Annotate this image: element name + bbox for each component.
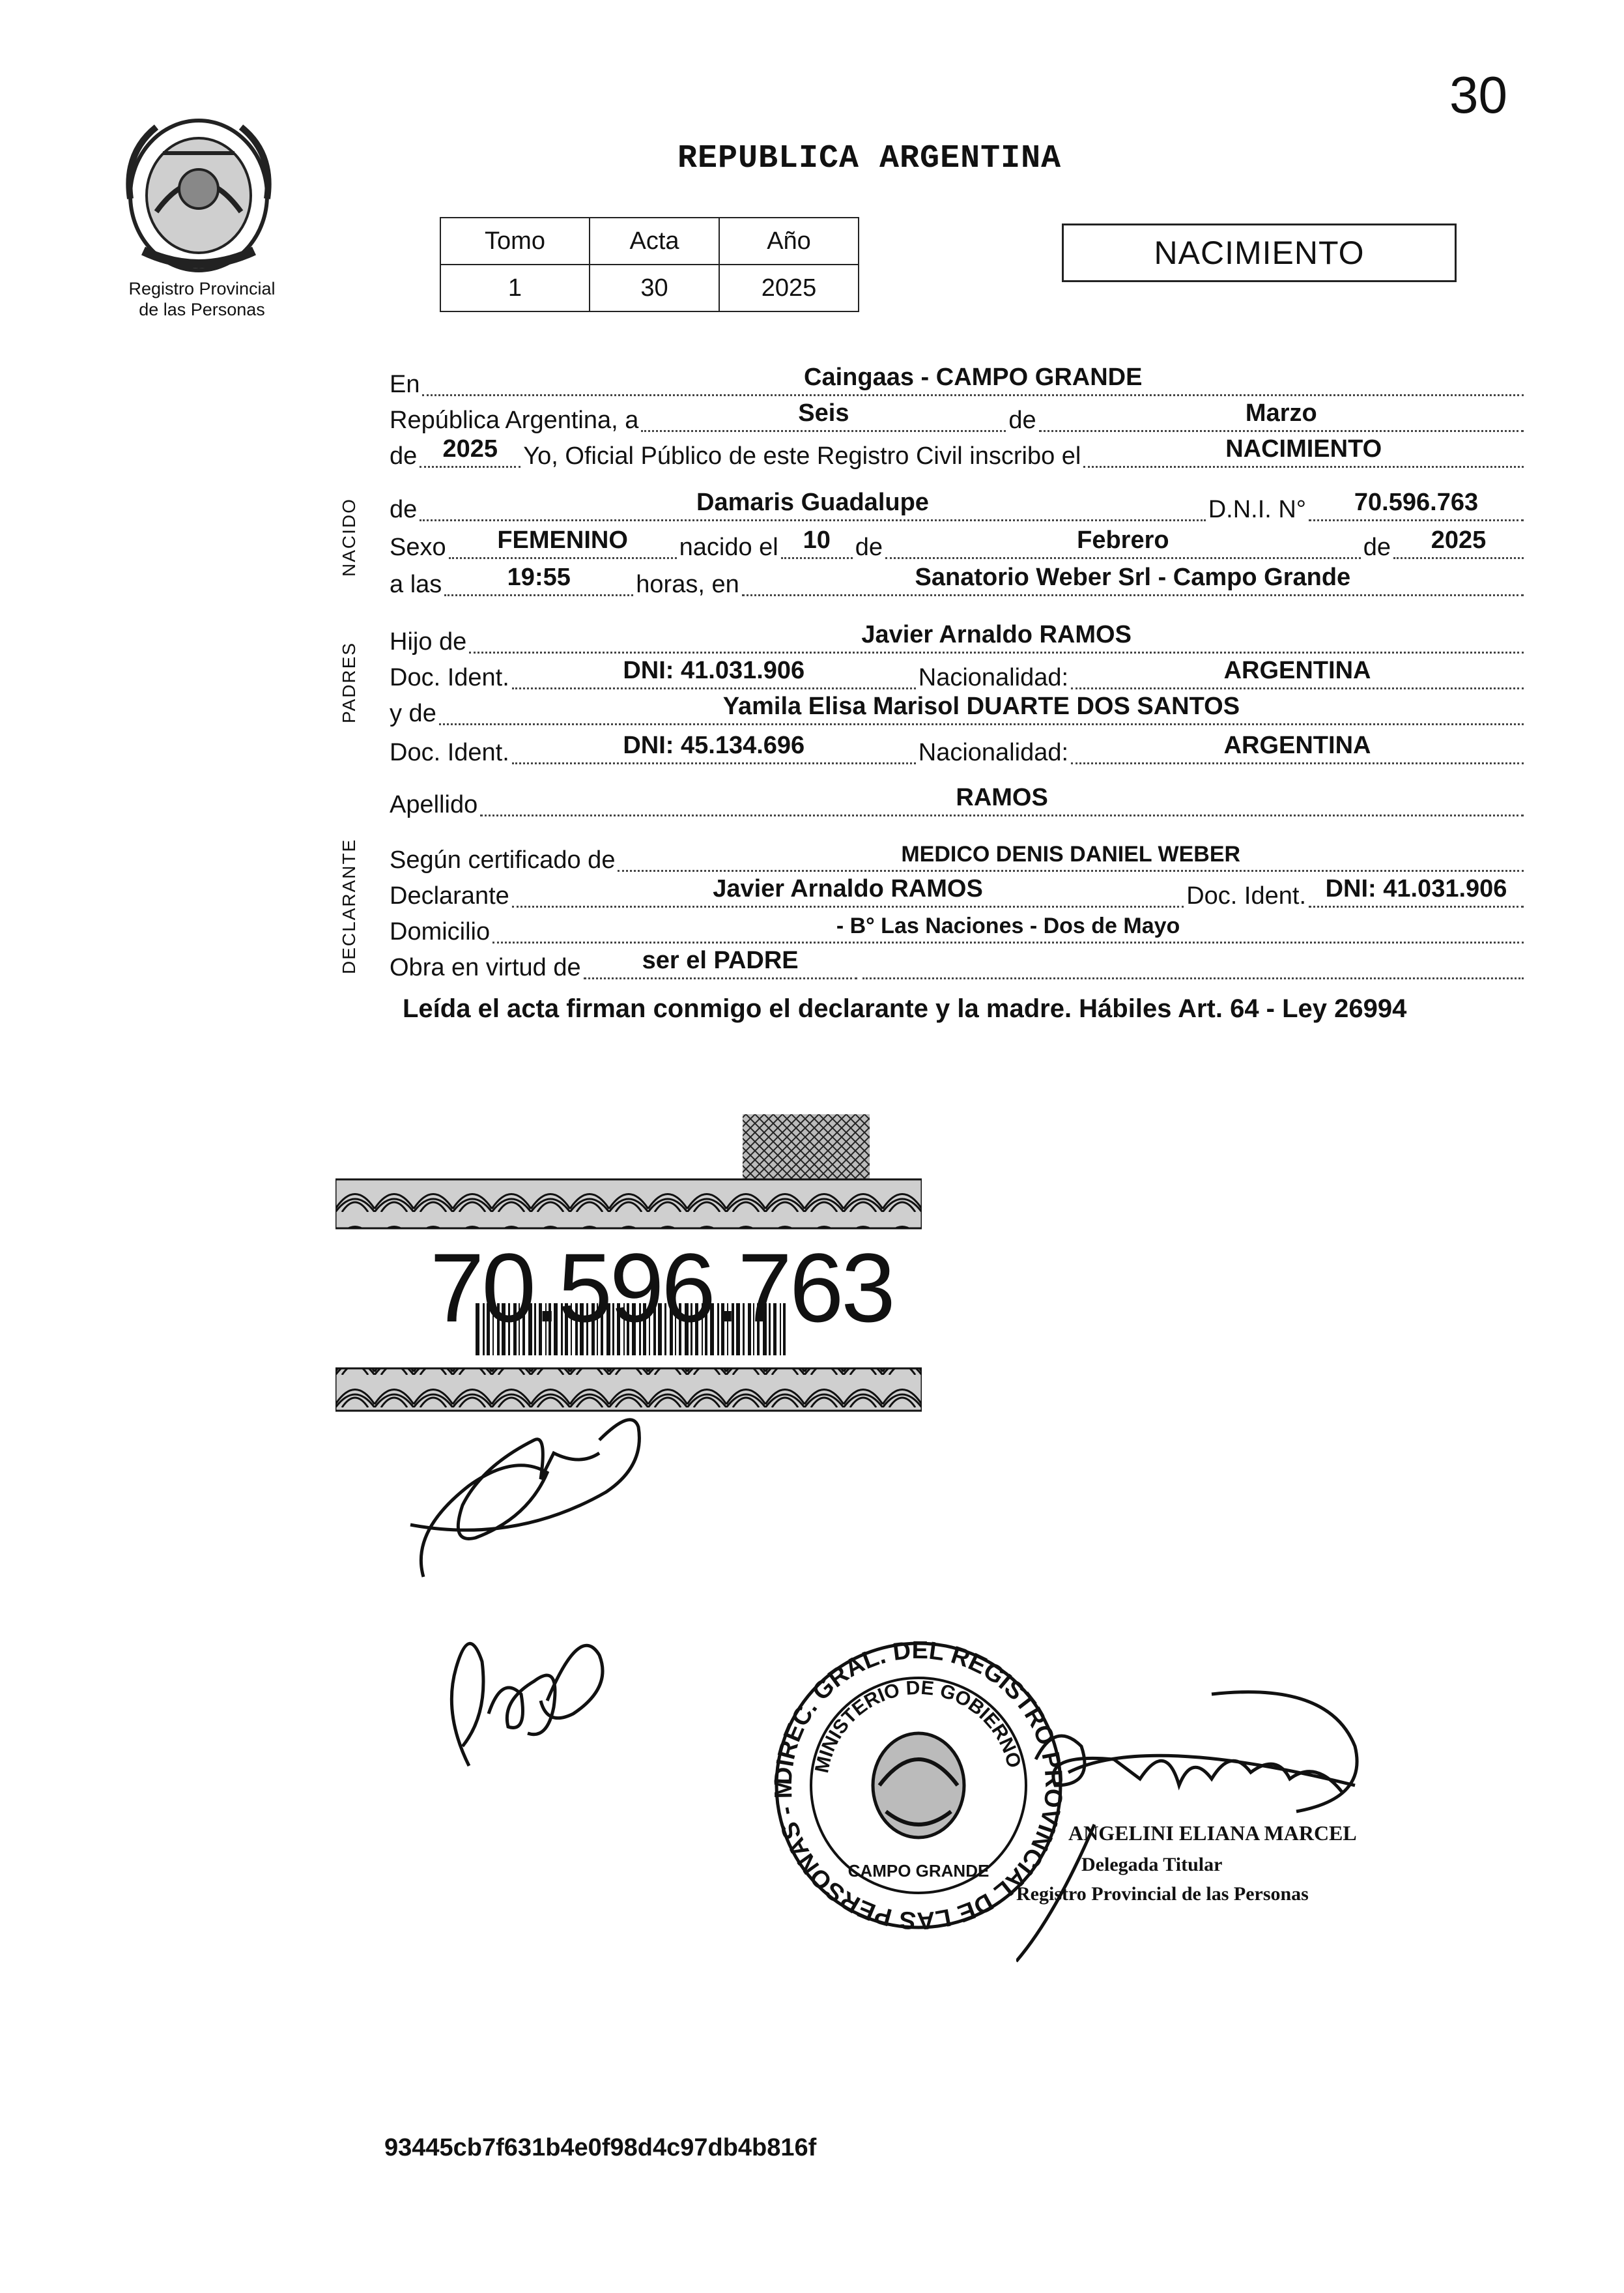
mother-signature [417,1583,625,1779]
value-name: Damaris Guadalupe [696,489,929,516]
section-label-nacido: NACIDO [339,498,359,577]
guilloche-band-bottom [335,1368,922,1411]
value-tomo: 1 [440,265,590,311]
value-inscribed: NACIMIENTO [1225,435,1382,463]
line-hora [390,565,1526,600]
registry-caption-line1: Registro Provincial [128,279,276,298]
label-de-4: de [855,534,883,561]
value-year: 2025 [442,435,498,463]
label-en: En [390,371,420,398]
label-nacionalidad: Nacionalidad: [918,664,1069,691]
line-oficial [390,437,1526,472]
line-apellido [390,785,1526,820]
value-sexo: FEMENINO [497,526,628,554]
official-office: Registro Provincial de las Personas [1016,1883,1309,1905]
value-birth-day: 10 [803,526,831,554]
label-doc-ident-3: Doc. Ident. [1186,882,1306,910]
label-yde: y de [390,700,436,727]
document-hash: 93445cb7f631b4e0f98d4c97db4b816f [384,2134,817,2161]
label-dni: D.N.I. N° [1208,496,1306,523]
label-segun: Según certificado de [390,846,616,874]
official-name: ANGELINI ELIANA MARCEL [1068,1821,1357,1845]
header-anio: Año [719,218,859,265]
value-mother-doc: DNI: 45.134.696 [623,732,805,759]
label-de-2: de [390,442,418,470]
label-declarante: Declarante [390,882,509,910]
sticker-number: 70.596.763 [430,1233,893,1342]
label-sexo: Sexo [390,534,446,561]
value-birth-place: Sanatorio Weber Srl - Campo Grande [915,564,1351,591]
line-obra [390,948,1526,983]
section-label-declarante: DECLARANTE [339,838,359,974]
label-nacido: nacido el [679,534,778,561]
value-father-doc: DNI: 41.031.906 [623,657,805,684]
value-certificate: MEDICO DENIS DANIEL WEBER [901,842,1241,867]
declarant-signature [384,1414,658,1596]
seal-outer-text: DIREC. GRAL. DEL REGISTRO PROVINCIAL DE LAS PERSONAS - M [769,1636,1068,1935]
closing-statement: Leída el acta firman conmigo el declarante y la madre. Hábiles Art. 64 - Ley 26994 [403,994,1407,1023]
value-acta: 30 [590,265,719,311]
value-day: Seis [798,399,849,427]
value-father-nat: ARGENTINA [1223,657,1371,684]
value-declarant-doc: DNI: 41.031.906 [1325,875,1507,902]
value-address: - B° Las Naciones - Dos de Mayo [836,914,1180,938]
label-de-5: de [1363,534,1391,561]
value-by-virtue: ser el PADRE [642,947,799,974]
label-oficial: Yo, Oficial Público de este Registro Civil inscribo el [523,442,1081,470]
value-declarant: Javier Arnaldo RAMOS [713,875,983,902]
label-de-3: de [390,496,418,523]
label-nacionalidad-2: Nacionalidad: [918,739,1069,766]
value-father: Javier Arnaldo RAMOS [861,621,1132,648]
registry-caption-line2: de las Personas [139,300,265,319]
value-mother: Yamila Elisa Marisol DUARTE DOS SANTOS [722,693,1240,720]
value-mother-nat: ARGENTINA [1223,732,1371,759]
document-title: REPUBLICA ARGENTINA [677,140,1062,177]
section-label-padres: PADRES [339,641,359,723]
label-republica: República Argentina, a [390,407,639,434]
value-birth-time: 19:55 [507,564,571,591]
header-tomo: Tomo [440,218,590,265]
header-acta: Acta [590,218,719,265]
label-domicilio: Domicilio [390,918,491,945]
registry-caption [98,278,306,320]
value-month: Marzo [1245,399,1317,427]
value-birth-month: Febrero [1077,526,1169,554]
label-horas: horas, en [636,571,739,598]
value-birth-year: 2025 [1431,526,1487,554]
value-anio: 2025 [719,265,859,311]
seal-bottom-text: CAMPO GRANDE [848,1861,990,1881]
record-table [440,217,859,312]
value-place: Caingaas - CAMPO GRANDE [804,364,1143,391]
official-role: Delegada Titular [1081,1854,1223,1875]
label-doc-ident: Doc. Ident. [390,664,509,691]
province-coat-of-arms-logo [117,114,280,283]
value-surname: RAMOS [956,784,1048,811]
guilloche-band-top [335,1179,922,1228]
value-dni: 70.596.763 [1354,489,1479,516]
label-hijo: Hijo de [390,628,467,656]
line-mother-doc [390,733,1526,768]
record-type-box: NACIMIENTO [1062,224,1457,282]
label-doc-ident-2: Doc. Ident. [390,739,509,766]
label-de: de [1008,407,1036,434]
line-mother [390,694,1526,729]
official-signature [1016,1655,1381,1968]
seal-inner-text: MINISTERIO DE GOBIERNO [811,1677,1025,1775]
label-apellido: Apellido [390,791,478,818]
line-nombre [390,490,1526,525]
line-sexo [390,528,1526,563]
grid-pattern [743,1114,870,1189]
label-alas: a las [390,571,442,598]
label-obra: Obra en virtud de [390,954,581,981]
page-number: 30 [1449,66,1507,124]
